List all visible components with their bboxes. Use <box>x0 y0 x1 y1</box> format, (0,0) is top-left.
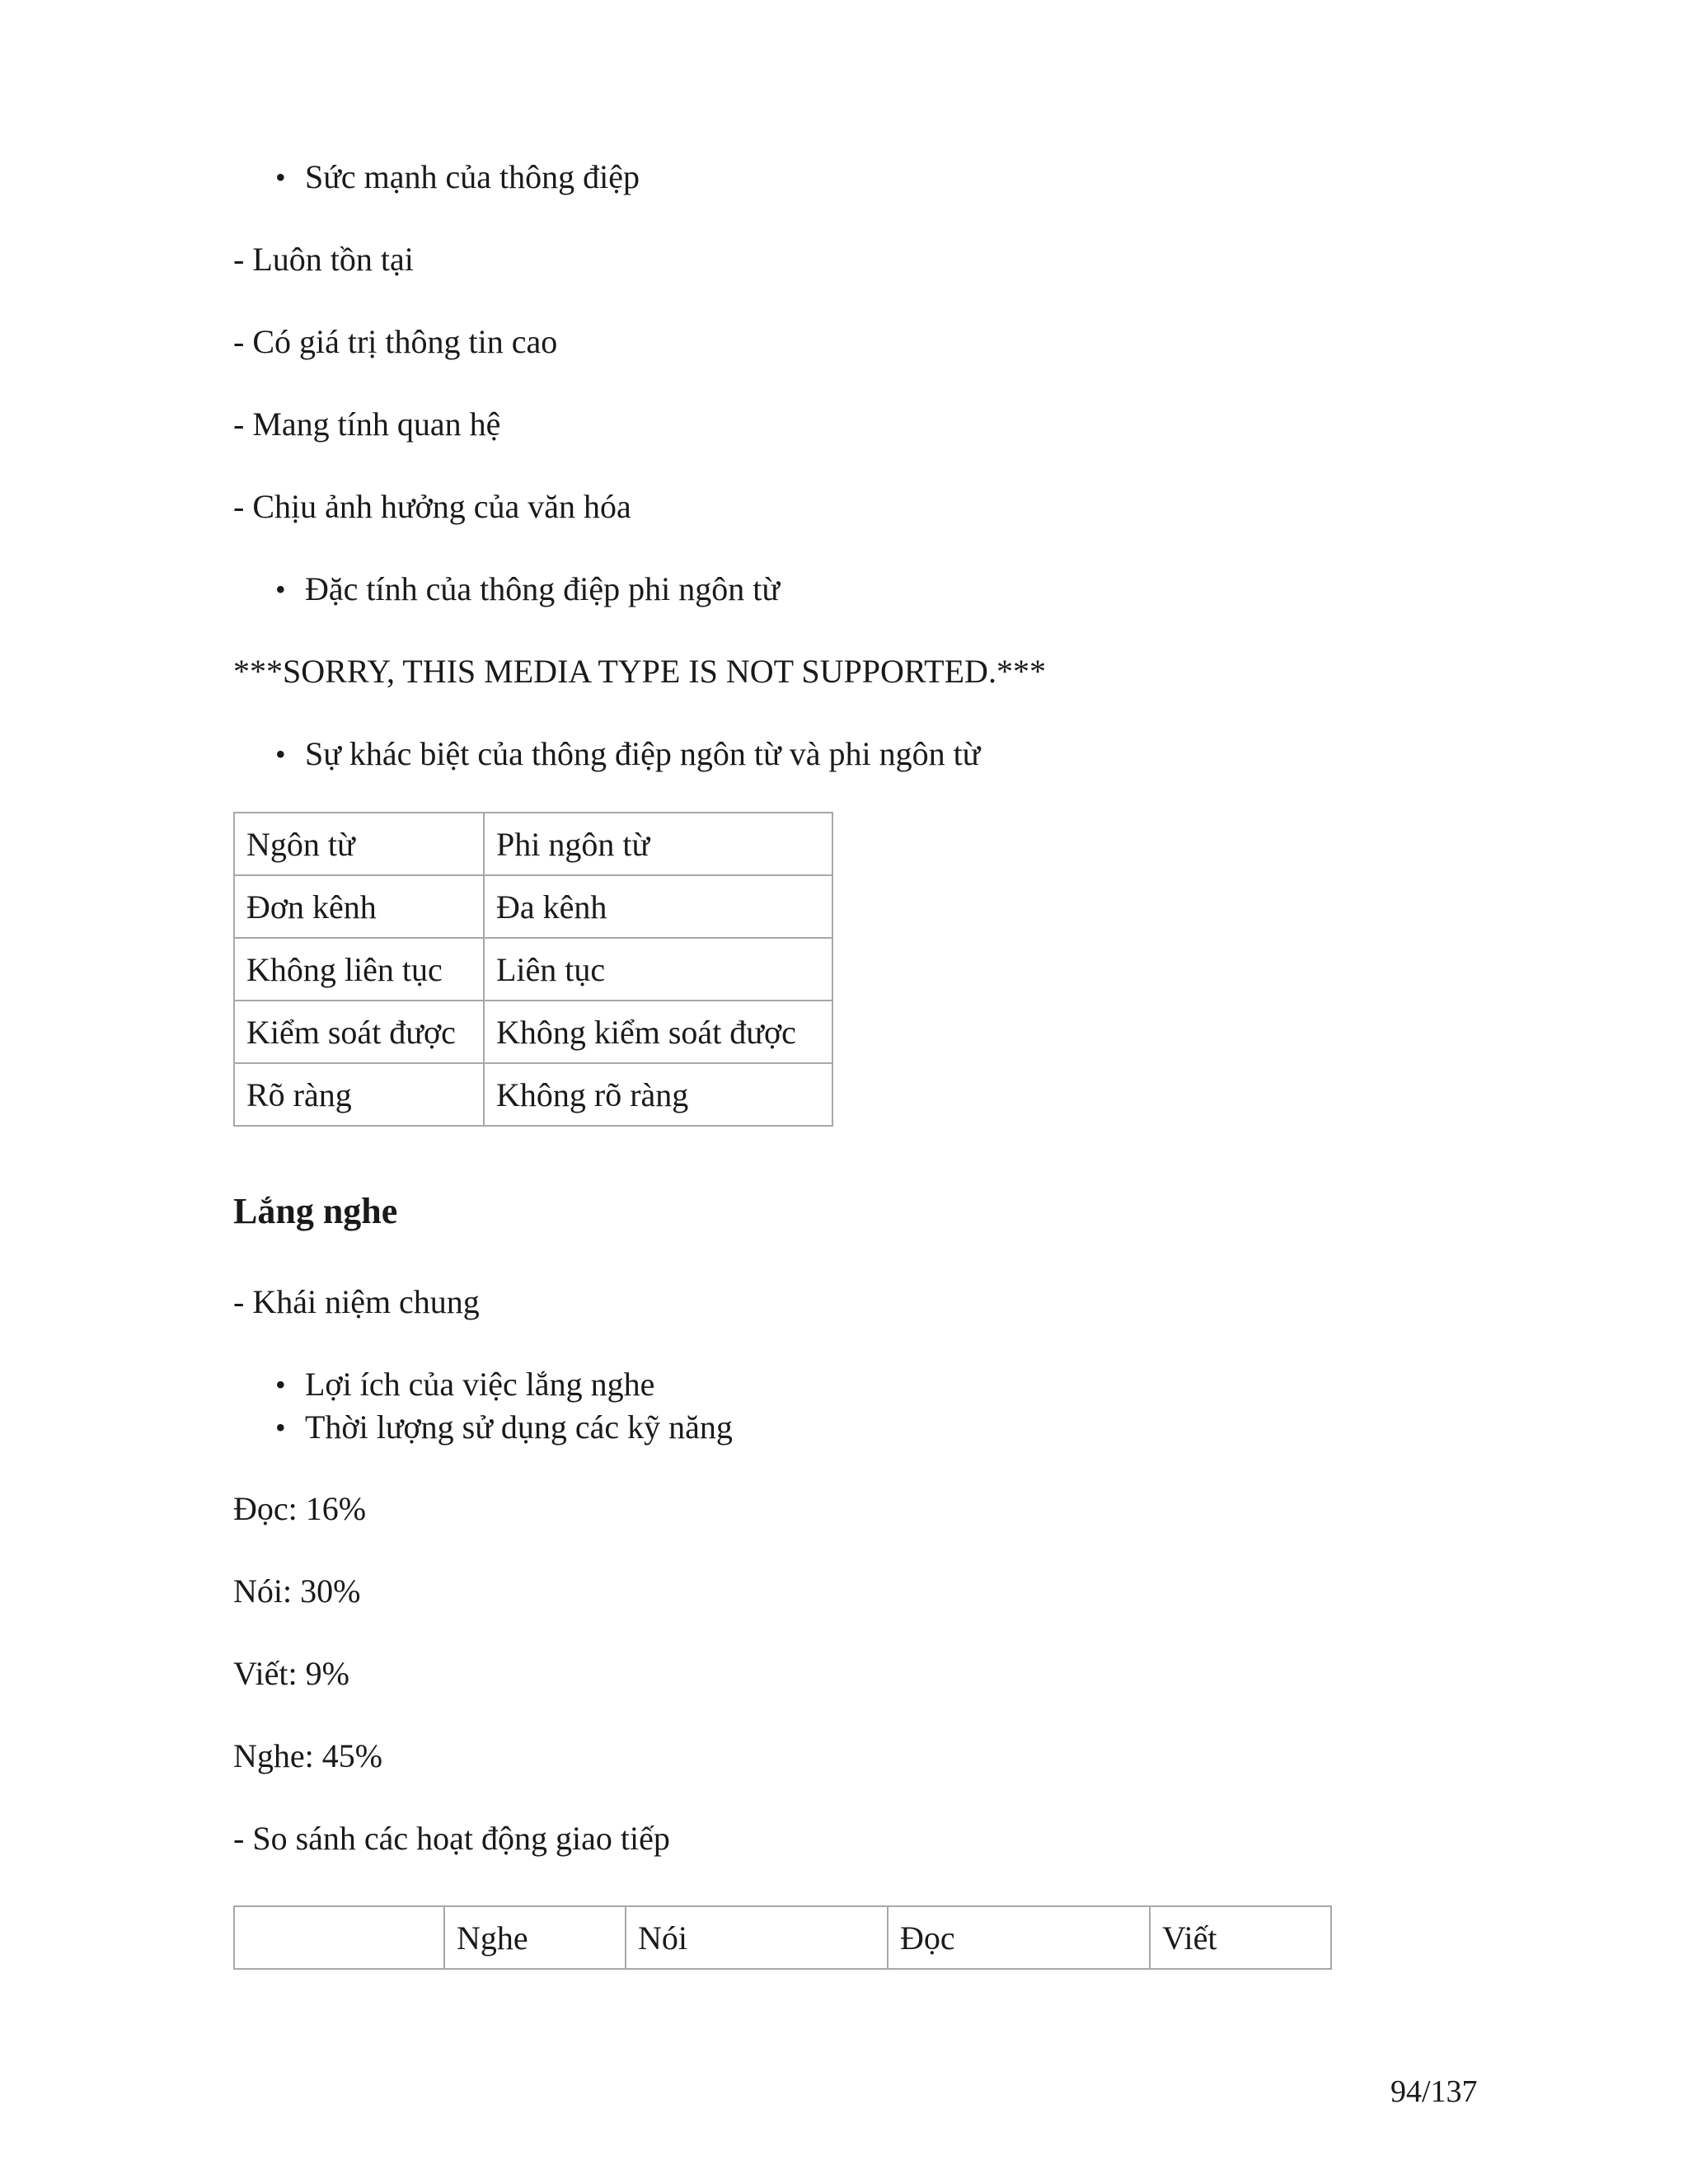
list-item: - Chịu ảnh hưởng của văn hóa <box>233 488 631 525</box>
table-row <box>234 813 832 875</box>
table-cell: Rõ ràng <box>234 1063 484 1126</box>
skill-percentage-speaking: Nói: 30% <box>233 1572 361 1610</box>
table-cell: Không rõ ràng <box>484 1063 832 1126</box>
table-cell <box>234 1906 444 1969</box>
list-item: - Khái niệm chung <box>233 1283 480 1320</box>
table-cell: Kiểm soát được <box>234 1001 484 1063</box>
table-row <box>234 875 832 938</box>
page-number: 94/137 <box>1390 2074 1478 2109</box>
list-item: - Có giá trị thông tin cao <box>233 323 558 360</box>
table-row <box>234 1063 832 1126</box>
bullet-strength-of-message: • Sức mạnh của thông điệp <box>305 157 640 198</box>
table-cell: Liên tục <box>484 938 832 1001</box>
skill-percentage-listening: Nghe: 45% <box>233 1737 383 1774</box>
section-heading-listening: Lắng nghe <box>233 1191 398 1231</box>
table-cell: Phi ngôn từ <box>484 813 832 875</box>
skill-percentage-writing: Viết: 9% <box>233 1655 349 1692</box>
table-header-row <box>234 1906 1331 1969</box>
bullet-listening-benefits: • Lợi ích của việc lắng nghe <box>305 1364 654 1405</box>
table-cell: Nói <box>626 1906 888 1969</box>
media-not-supported-notice: ***SORRY, THIS MEDIA TYPE IS NOT SUPPORTED.*** <box>233 653 1046 690</box>
table-cell: Nghe <box>444 1906 626 1969</box>
table-cell: Đọc <box>888 1906 1150 1969</box>
table-cell: Đa kênh <box>484 875 832 938</box>
table-cell: Không liên tục <box>234 938 484 1001</box>
table-row <box>234 1001 832 1063</box>
table-row <box>234 938 832 1001</box>
skill-percentage-reading: Đọc: 16% <box>233 1490 367 1527</box>
bullet-nonverbal-properties: • Đặc tính của thông điệp phi ngôn từ <box>305 569 780 610</box>
bullet-skill-duration: • Thời lượng sử dụng các kỹ năng <box>305 1407 733 1448</box>
communication-activities-table <box>233 1905 1332 1970</box>
list-item: - Mang tính quan hệ <box>233 405 501 443</box>
table-cell: Không kiểm soát được <box>484 1001 832 1063</box>
list-item: - Luôn tồn tại <box>233 241 414 278</box>
table-cell: Đơn kênh <box>234 875 484 938</box>
verbal-nonverbal-comparison-table <box>233 812 833 1127</box>
table-cell: Viết <box>1150 1906 1331 1969</box>
bullet-verbal-nonverbal-difference: • Sự khác biệt của thông điệp ngôn từ và phi ngôn từ <box>305 733 980 775</box>
table-cell: Ngôn từ <box>234 813 484 875</box>
list-item: - So sánh các hoạt động giao tiếp <box>233 1820 670 1857</box>
